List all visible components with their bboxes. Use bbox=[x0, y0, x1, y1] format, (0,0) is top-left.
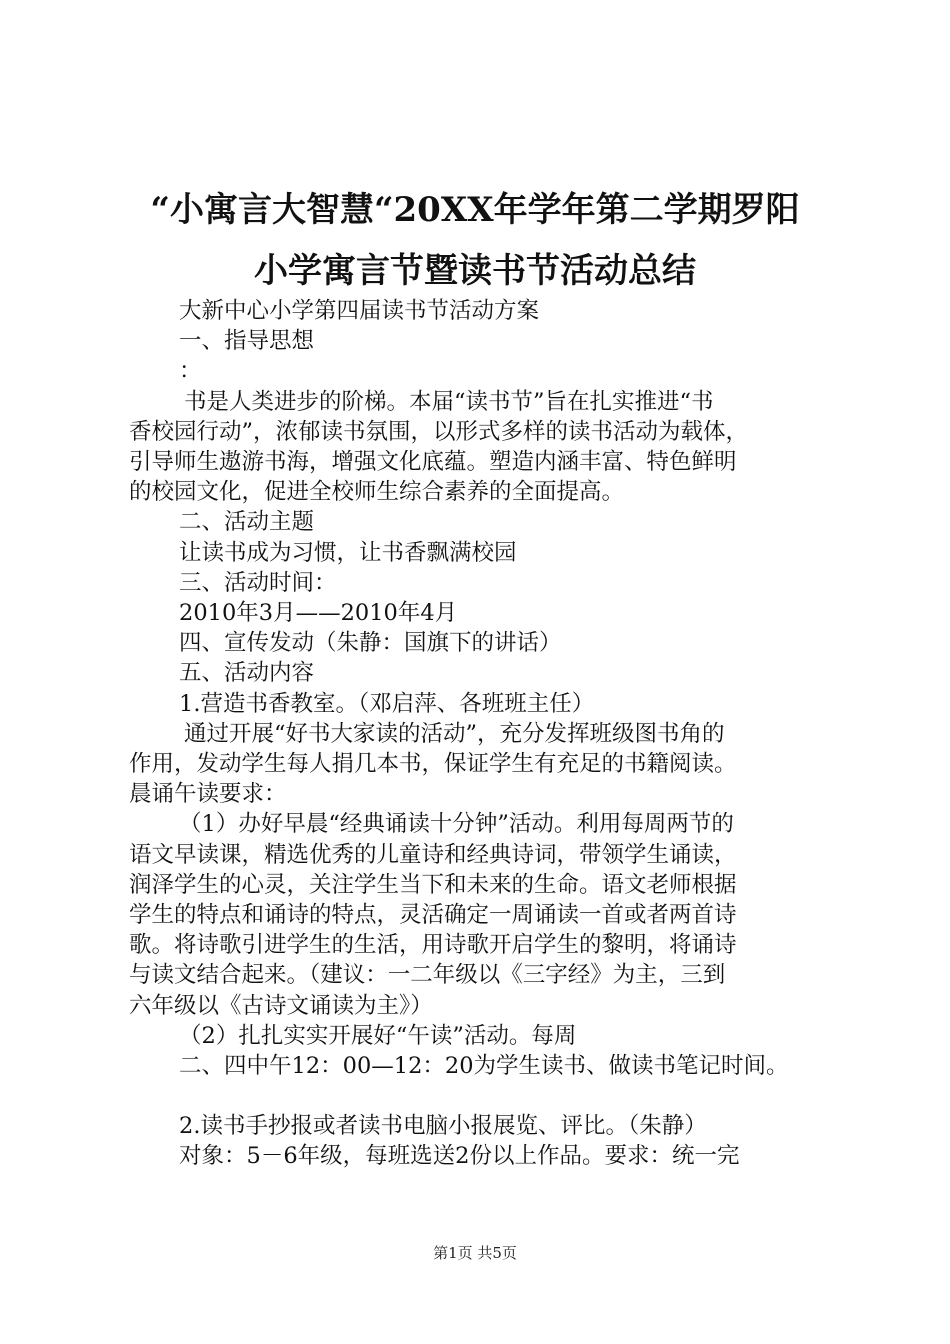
text-line: （1）办好早晨“经典诵读十分钟”活动。利用每周两节的 bbox=[179, 811, 734, 838]
text-line: 六年级以《古诗文诵读为主》） bbox=[129, 992, 433, 1019]
section-heading: 四、宣传发动（朱静：国旗下的讲话） bbox=[179, 630, 562, 657]
text-line: 对象：5－6年级，每班选送2份以上作品。要求：统一完 bbox=[179, 1143, 740, 1170]
text-line: 二、四中午12：00—12：20为学生读书、做读书笔记时间。 bbox=[179, 1053, 789, 1080]
text-line: （2）扎扎实实开展好“午读”活动。每周 bbox=[179, 1022, 577, 1049]
text-line: 语文早读课，精选优秀的儿童诗和经典诗词，带领学生诵读， bbox=[129, 841, 737, 868]
text-line: 让读书成为习惯，让书香飘满校园 bbox=[179, 539, 517, 566]
document-title-line-1: “小寓言大智慧“20XX年学年第二学期罗阳 bbox=[150, 190, 800, 230]
text-line: 书是人类进步的阶梯。本届“读书节”旨在扎实推进“书 bbox=[184, 388, 714, 415]
text-line: 晨诵午读要求： bbox=[129, 781, 287, 808]
text-line: 的校园文化，促进全校师生综合素养的全面提高。 bbox=[129, 479, 625, 506]
text-line: 歌。将诗歌引进学生的生活，用诗歌开启学生的黎明，将诵诗 bbox=[129, 932, 737, 959]
document-title-line-2: 小学寓言节暨读书节活动总结 bbox=[254, 251, 696, 291]
plan-heading: 大新中心小学第四届读书节活动方案 bbox=[179, 298, 540, 324]
text-line: 香校园行动”，浓郁读书氛围，以形式多样的读书活动为载体， bbox=[129, 418, 749, 445]
section-heading: 三、活动时间： bbox=[179, 569, 337, 596]
text-line: 作用，发动学生每人捐几本书，保证学生有充足的书籍阅读。 bbox=[129, 751, 737, 778]
text-line: 2010年3月——2010年4月 bbox=[179, 600, 458, 627]
subsection-heading: 1.营造书香教室。（邓启萍、各班班主任） bbox=[179, 690, 595, 717]
section-heading: 二、活动主题 bbox=[179, 509, 315, 536]
text-line: 与读文结合起来。（建议：一二年级以《三字经》为主，三到 bbox=[129, 962, 726, 989]
document-body bbox=[129, 296, 844, 1172]
paragraph-gap bbox=[129, 1081, 844, 1111]
text-line: 引导师生遨游书海，增强文化底蕴。塑造内涵丰富、特色鲜明 bbox=[129, 449, 737, 476]
subsection-heading: 2.读书手抄报或者读书电脑小报展览、评比。（朱静） bbox=[179, 1113, 707, 1140]
section-heading: 一、指导思想 bbox=[179, 328, 315, 355]
text-line: 学生的特点和诵诗的特点，灵活确定一周诵读一首或者两首诗 bbox=[129, 902, 737, 929]
section-heading: 五、活动内容 bbox=[179, 660, 315, 687]
text-line: 润泽学生的心灵，关注学生当下和未来的生命。语文老师根据 bbox=[129, 871, 737, 898]
text-line: ： bbox=[179, 358, 202, 385]
text-line: 通过开展“好书大家读的活动”，充分发挥班级图书角的 bbox=[184, 720, 725, 747]
page-number: 第1页 共5页 bbox=[433, 1244, 517, 1262]
